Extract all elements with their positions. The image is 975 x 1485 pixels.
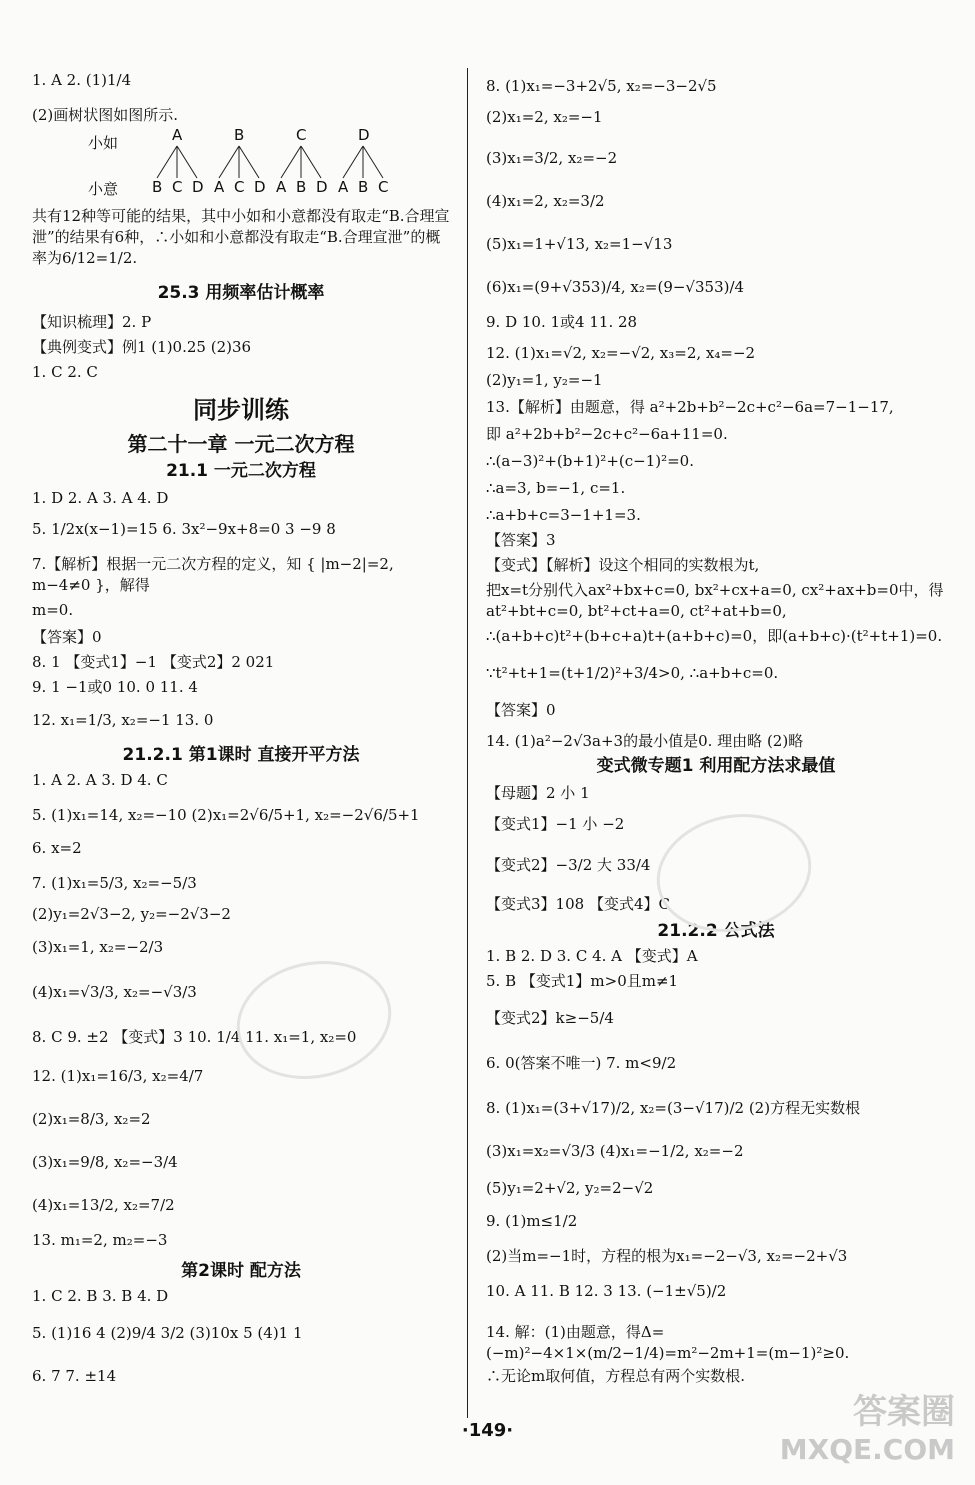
- answer-line: [32, 105, 450, 126]
- answer-line: [32, 1066, 450, 1087]
- answer-text: m=0.: [32, 601, 74, 619]
- answer-line: [32, 312, 450, 333]
- tree-branch-line: [301, 146, 321, 178]
- tree-row1-label: 小如: [88, 134, 119, 152]
- tree-child-node: C: [234, 178, 245, 196]
- answer-line: [486, 451, 946, 472]
- answer-text: 即 a²+2b+b²−2c+c²−6a+11=0.: [486, 425, 728, 443]
- answer-line: [486, 370, 946, 391]
- answer-text: 第二十一章 一元二次方程: [127, 432, 355, 456]
- tree-branch-line: [281, 146, 301, 178]
- answer-line: [486, 76, 946, 97]
- answer-text: (3)x₁=x₂=√3/3 (4)x₁=−1/2, x₂=−2: [486, 1142, 744, 1160]
- answer-line: [486, 626, 946, 647]
- tree-child-node: A: [214, 178, 225, 196]
- answer-line: [32, 337, 450, 358]
- answer-text: 10. A 11. B 12. 3 13. (−1±√5)/2: [486, 1282, 727, 1300]
- answer-line: [486, 148, 946, 169]
- answer-line: [32, 770, 450, 791]
- answer-text: (2)y₁=2√3−2, y₂=−2√3−2: [32, 905, 231, 923]
- answer-line: [32, 519, 450, 540]
- answer-text: (4)x₁=2, x₂=3/2: [486, 192, 605, 210]
- answer-text: (2)y₁=1, y₂=−1: [486, 371, 603, 389]
- answer-line: [486, 1098, 946, 1119]
- answer-text: 5. (1)x₁=14, x₂=−10 (2)x₁=2√6/5+1, x₂=−2√6/5+1: [32, 806, 420, 824]
- page-number: ·149·: [461, 1420, 514, 1441]
- answer-line: [486, 700, 946, 721]
- answer-text: 9. 1 −1或0 10. 0 11. 4: [32, 678, 198, 696]
- section-heading: [486, 756, 946, 777]
- tree-parent-node: C: [296, 126, 307, 144]
- answer-line: [32, 873, 450, 894]
- answer-line: [32, 70, 450, 91]
- answer-line: [32, 206, 450, 269]
- answer-line: [32, 627, 450, 648]
- answer-text: 6. x=2: [32, 839, 82, 857]
- answer-text: 1. C 2. B 3. B 4. D: [32, 1287, 169, 1305]
- answer-line: [486, 1366, 946, 1387]
- answer-text: (4)x₁=√3/3, x₂=−√3/3: [32, 983, 197, 1001]
- answer-line: [32, 710, 450, 731]
- answer-text: ∴a+b+c=3−1+1=3.: [486, 506, 641, 524]
- answer-text: ∴(a−3)²+(b+1)²+(c−1)²=0.: [486, 452, 694, 470]
- answer-text: ∵t²+t+1=(t+1/2)²+3/4>0, ∴a+b+c=0.: [486, 664, 779, 682]
- answer-text: (3)x₁=9/8, x₂=−3/4: [32, 1153, 178, 1171]
- answer-text: 8. C 9. ±2 【变式】3 10. 1/4 11. x₁=1, x₂=0: [32, 1028, 357, 1046]
- tree-child-node: B: [296, 178, 307, 196]
- answer-line: [32, 1366, 450, 1387]
- answer-line: [486, 1178, 946, 1199]
- tree-child-node: A: [338, 178, 349, 196]
- answer-text: 1. A 2. (1)1/4: [32, 71, 132, 89]
- answer-line: [32, 554, 450, 596]
- answer-text: 6. 0(答案不唯一) 7. m<9/2: [486, 1054, 677, 1072]
- tree-diagram: [32, 126, 450, 202]
- answer-line: [486, 530, 946, 551]
- tree-parent-node: D: [358, 126, 370, 144]
- answer-line: [486, 1141, 946, 1162]
- answer-text: (3)x₁=3/2, x₂=−2: [486, 149, 618, 167]
- tree-child-node: D: [254, 178, 266, 196]
- section-heading: [32, 393, 450, 427]
- tree-branch-line: [343, 146, 363, 178]
- answer-text: 【变式】【解析】设这个相同的实数根为t,: [486, 556, 760, 574]
- answer-line: [32, 488, 450, 509]
- answer-text: 【知识梳理】2. P: [32, 313, 152, 331]
- section-heading: [32, 429, 450, 459]
- answer-text: 12. (1)x₁=16/3, x₂=4/7: [32, 1067, 204, 1085]
- answer-line: [32, 838, 450, 859]
- answer-text: 21.1 一元二次方程: [166, 461, 316, 481]
- answer-line: [32, 904, 450, 925]
- answer-text: 5. (1)16 4 (2)9/4 3/2 (3)10x 5 (4)1 1: [32, 1324, 303, 1342]
- answer-line: [486, 343, 946, 364]
- answer-text: 5. B 【变式1】m>0且m≠1: [486, 972, 679, 990]
- answer-text: 8. 1 【变式1】−1 【变式2】2 021: [32, 653, 275, 671]
- answer-text: (2)当m=−1时，方程的根为x₁=−2−√3, x₂=−2+√3: [486, 1247, 848, 1265]
- answer-text: 【变式2】k≥−5/4: [486, 1009, 614, 1027]
- answer-line: [486, 946, 946, 967]
- answer-text: 13.【解析】由题意，得 a²+2b+b²−2c+c²−6a=7−1−17,: [486, 398, 894, 416]
- watermark-line1: 答案圈: [853, 1392, 955, 1432]
- answer-text: 8. (1)x₁=−3+2√5, x₂=−3−2√5: [486, 77, 717, 95]
- answer-line: [32, 677, 450, 698]
- answer-line: [486, 663, 946, 684]
- answer-text: 25.3 用频率估计概率: [157, 283, 325, 303]
- answer-text: 【答案】3: [486, 531, 556, 549]
- watermark-line2: MXQE.COM: [779, 1433, 955, 1466]
- answer-text: 共有12种等可能的结果，其中小如和小意都没有取走“B.合理宣泄”的结果有6种，∴小如和小意都没有取走“B.合理宣泄”的概率为6/12=1/2.: [32, 207, 450, 267]
- answer-line: [486, 1246, 946, 1267]
- answer-text: 【变式2】−3/2 大 33/4: [486, 856, 651, 874]
- answer-text: 7. (1)x₁=5/3, x₂=−5/3: [32, 874, 197, 892]
- answer-text: (2)x₁=2, x₂=−1: [486, 108, 603, 126]
- tree-child-node: C: [172, 178, 183, 196]
- answer-line: [486, 971, 946, 992]
- answer-text: 9. D 10. 1或4 11. 28: [486, 313, 638, 331]
- answer-line: [486, 505, 946, 526]
- section-heading: [32, 1261, 450, 1282]
- tree-branch-line: [157, 146, 177, 178]
- answer-text: 9. (1)m≤1/2: [486, 1212, 578, 1230]
- answer-line: [32, 1152, 450, 1173]
- answer-line: [32, 1109, 450, 1130]
- answer-text: (4)x₁=13/2, x₂=7/2: [32, 1196, 175, 1214]
- answer-text: 【典例变式】例1 (1)0.25 (2)36: [32, 338, 252, 356]
- answer-line: [486, 312, 946, 333]
- answer-text: 变式微专题1 利用配方法求最值: [596, 756, 836, 776]
- answer-text: (2)x₁=8/3, x₂=2: [32, 1110, 151, 1128]
- tree-child-node: B: [358, 178, 369, 196]
- answer-line: [486, 424, 946, 445]
- answer-line: [486, 191, 946, 212]
- answer-line: [486, 1053, 946, 1074]
- tree-branch-line: [363, 146, 383, 178]
- answer-line: [486, 1211, 946, 1232]
- answer-line: [486, 731, 946, 752]
- left-column: [32, 62, 450, 1387]
- answer-text: 14. (1)a²−2√3a+3的最小值是0. 理由略 (2)略: [486, 732, 804, 750]
- answer-line: [486, 397, 946, 418]
- answer-text: 21.2.1 第1课时 直接开平方法: [122, 745, 360, 765]
- answer-line: [486, 555, 946, 576]
- answer-text: 把x=t分别代入ax²+bx+c=0, bx²+cx+a=0, cx²+ax+b=0中，得at²+bt+c=0, bt²+ct+a=0, ct²+at+b=0,: [486, 581, 944, 620]
- answer-line: [486, 580, 946, 622]
- tree-row2-label: 小意: [88, 180, 119, 198]
- answer-line: [486, 1281, 946, 1302]
- tree-branch-line: [177, 146, 197, 178]
- tree-child-node: D: [316, 178, 328, 196]
- tree-parent-node: B: [234, 126, 245, 144]
- answer-text: 同步训练: [193, 396, 289, 424]
- answer-line: [486, 1008, 946, 1029]
- answer-text: (3)x₁=1, x₂=−2/3: [32, 938, 164, 956]
- answer-line: [32, 600, 450, 621]
- answer-line: [486, 478, 946, 499]
- right-column: [486, 62, 946, 1387]
- answer-text: 14. 解：(1)由题意，得Δ=(−m)²−4×1×(m/2−1/4)=m²−2m+1=(m−1)²≥0.: [486, 1323, 850, 1362]
- answer-line: [486, 234, 946, 255]
- section-heading: [32, 283, 450, 304]
- answer-text: 7.【解析】根据一元二次方程的定义，知 { |m−2|=2, m−4≠0 }，解得: [32, 555, 394, 594]
- answer-line: [32, 805, 450, 826]
- answer-line: [486, 277, 946, 298]
- answer-text: 6. 7 7. ±14: [32, 1367, 117, 1385]
- answer-line: [32, 937, 450, 958]
- answer-text: 1. D 2. A 3. A 4. D: [32, 489, 169, 507]
- answer-text: 8. (1)x₁=(3+√17)/2, x₂=(3−√17)/2 (2)方程无实数根: [486, 1099, 861, 1117]
- answer-text: 12. (1)x₁=√2, x₂=−√2, x₃=2, x₄=−2: [486, 344, 756, 362]
- column-divider: [467, 68, 468, 1418]
- answer-text: 13. m₁=2, m₂=−3: [32, 1231, 168, 1249]
- answer-line: [486, 783, 946, 804]
- answer-text: 【答案】0: [486, 701, 556, 719]
- answer-text: 【变式3】108 【变式4】C: [486, 895, 670, 913]
- answer-text: 5. 1/2x(x−1)=15 6. 3x²−9x+8=0 3 −9 8: [32, 520, 336, 538]
- tree-branch-line: [239, 146, 259, 178]
- section-heading: [32, 461, 450, 482]
- answer-text: (5)x₁=1+√13, x₂=1−√13: [486, 235, 673, 253]
- answer-text: 1. B 2. D 3. C 4. A 【变式】A: [486, 947, 698, 965]
- answer-line: [32, 652, 450, 673]
- answer-text: 【母题】2 小 1: [486, 784, 590, 802]
- answer-line: [32, 1323, 450, 1344]
- answer-text: 12. x₁=1/3, x₂=−1 13. 0: [32, 711, 214, 729]
- answer-line: [486, 107, 946, 128]
- section-heading: [32, 745, 450, 766]
- answer-text: (6)x₁=(9+√353)/4, x₂=(9−√353)/4: [486, 278, 745, 296]
- tree-child-node: D: [192, 178, 204, 196]
- answer-text: 【答案】0: [32, 628, 102, 646]
- answer-line: [32, 362, 450, 383]
- answer-line: [486, 1322, 946, 1364]
- answer-line: [32, 1195, 450, 1216]
- answer-text: 【变式1】−1 小 −2: [486, 815, 625, 833]
- watermark: [780, 1393, 955, 1469]
- tree-branch-line: [219, 146, 239, 178]
- answer-text: ∴(a+b+c)t²+(b+c+a)t+(a+b+c)=0，即(a+b+c)·(t²+t+1)=0.: [486, 627, 943, 645]
- answer-text: 1. C 2. C: [32, 363, 98, 381]
- answer-text: 21.2.2 公式法: [657, 921, 775, 941]
- tree-child-node: A: [276, 178, 287, 196]
- tree-child-node: C: [378, 178, 389, 196]
- tree-child-node: B: [152, 178, 163, 196]
- answer-text: ∴无论m取何值，方程总有两个实数根.: [486, 1367, 745, 1385]
- answer-line: [32, 1230, 450, 1251]
- answer-text: (5)y₁=2+√2, y₂=2−√2: [486, 1179, 654, 1197]
- answer-text: 第2课时 配方法: [181, 1261, 301, 1281]
- answer-text: (2)画树状图如图所示.: [32, 106, 179, 124]
- tree-parent-node: A: [172, 126, 183, 144]
- answer-text: ∴a=3, b=−1, c=1.: [486, 479, 626, 497]
- answer-line: [32, 1286, 450, 1307]
- answer-text: 1. A 2. A 3. D 4. C: [32, 771, 168, 789]
